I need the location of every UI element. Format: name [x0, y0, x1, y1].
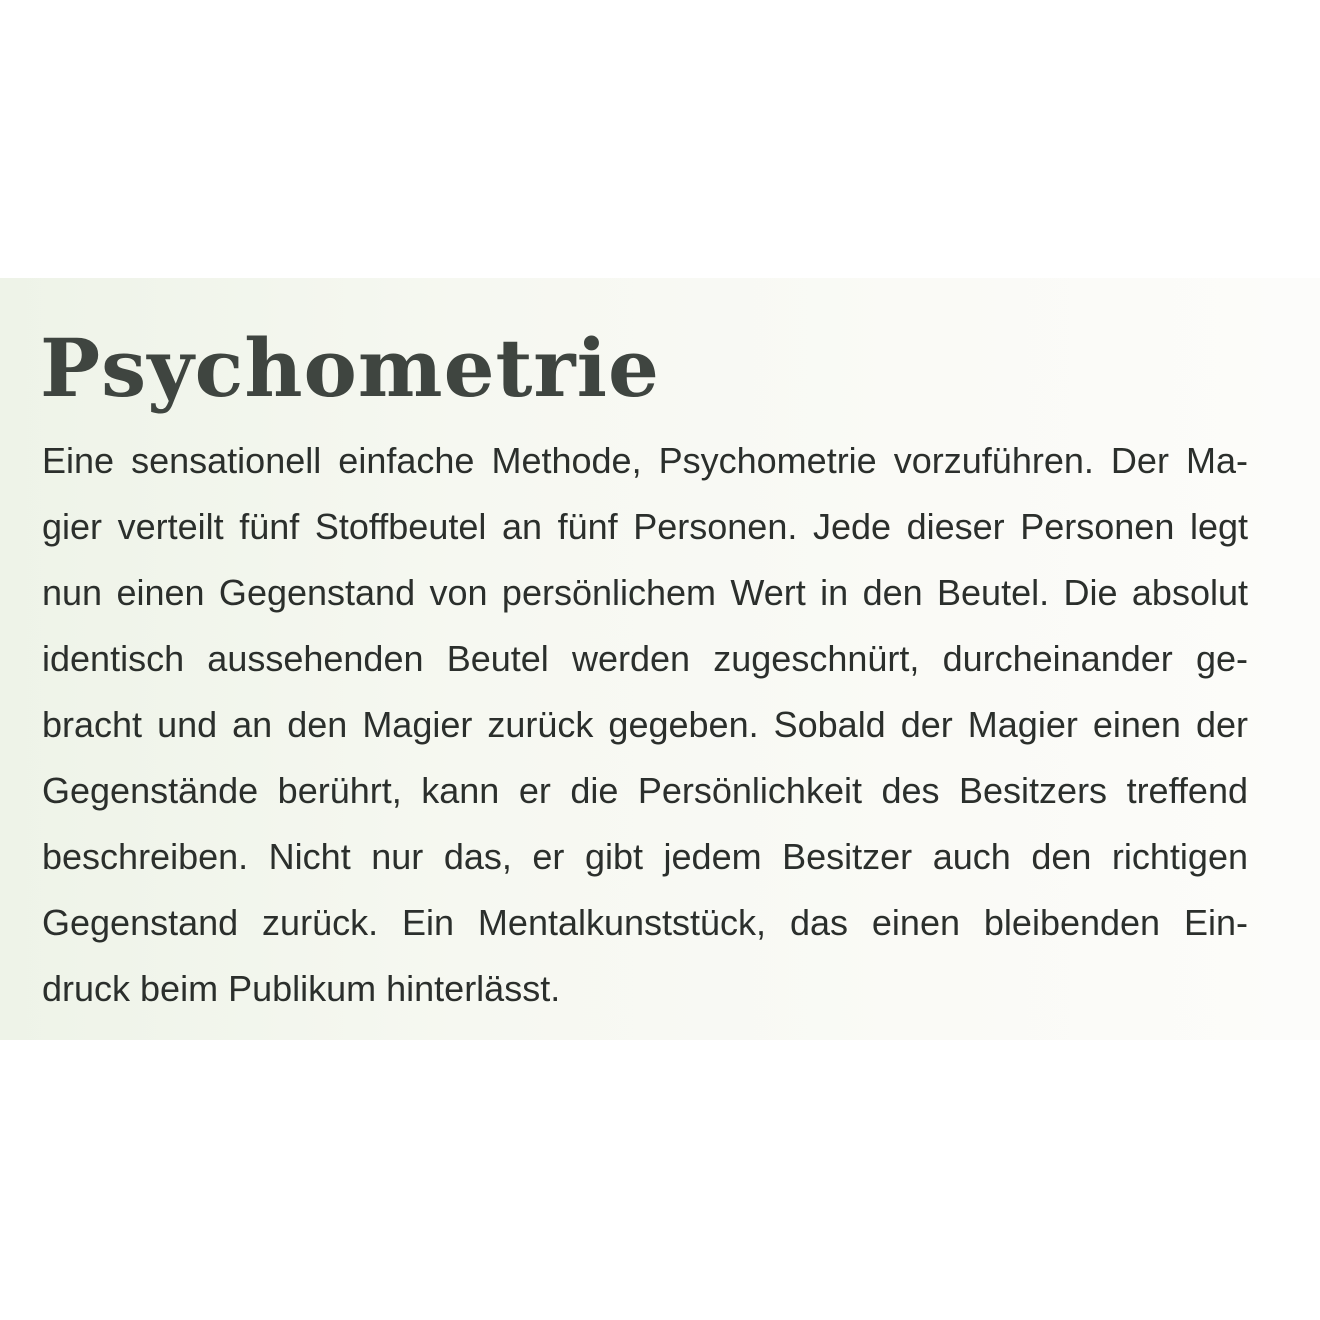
article-body [42, 432, 1248, 1026]
body-line: druck beim Publikum hinterlässt. [42, 968, 561, 1009]
body-line: Gegenstand zurück. Ein Mentalkunststück, das einen bleibenden Ein- [42, 902, 1248, 943]
body-line: beschreiben. Nicht nur das, er gibt jedem Besitzer auch den richtigen [42, 836, 1248, 877]
body-line: Eine sensationell einfache Methode, Psychometrie vorzuführen. Der Ma- [42, 440, 1248, 481]
body-line: gier verteilt fünf Stoffbeutel an fünf Personen. Jede dieser Personen legt [42, 506, 1248, 547]
body-line: identisch aussehenden Beutel werden zugeschnürt, durcheinander ge- [42, 638, 1248, 679]
body-line: Gegenstände berührt, kann er die Persönlichkeit des Besitzers treffend [42, 770, 1248, 811]
article-title: Psychometrie [40, 321, 660, 415]
body-line: nun einen Gegenstand von persönlichem Wert in den Beutel. Die absolut [42, 572, 1248, 613]
body-line: bracht und an den Magier zurück gegeben. Sobald der Magier einen der [42, 704, 1248, 745]
